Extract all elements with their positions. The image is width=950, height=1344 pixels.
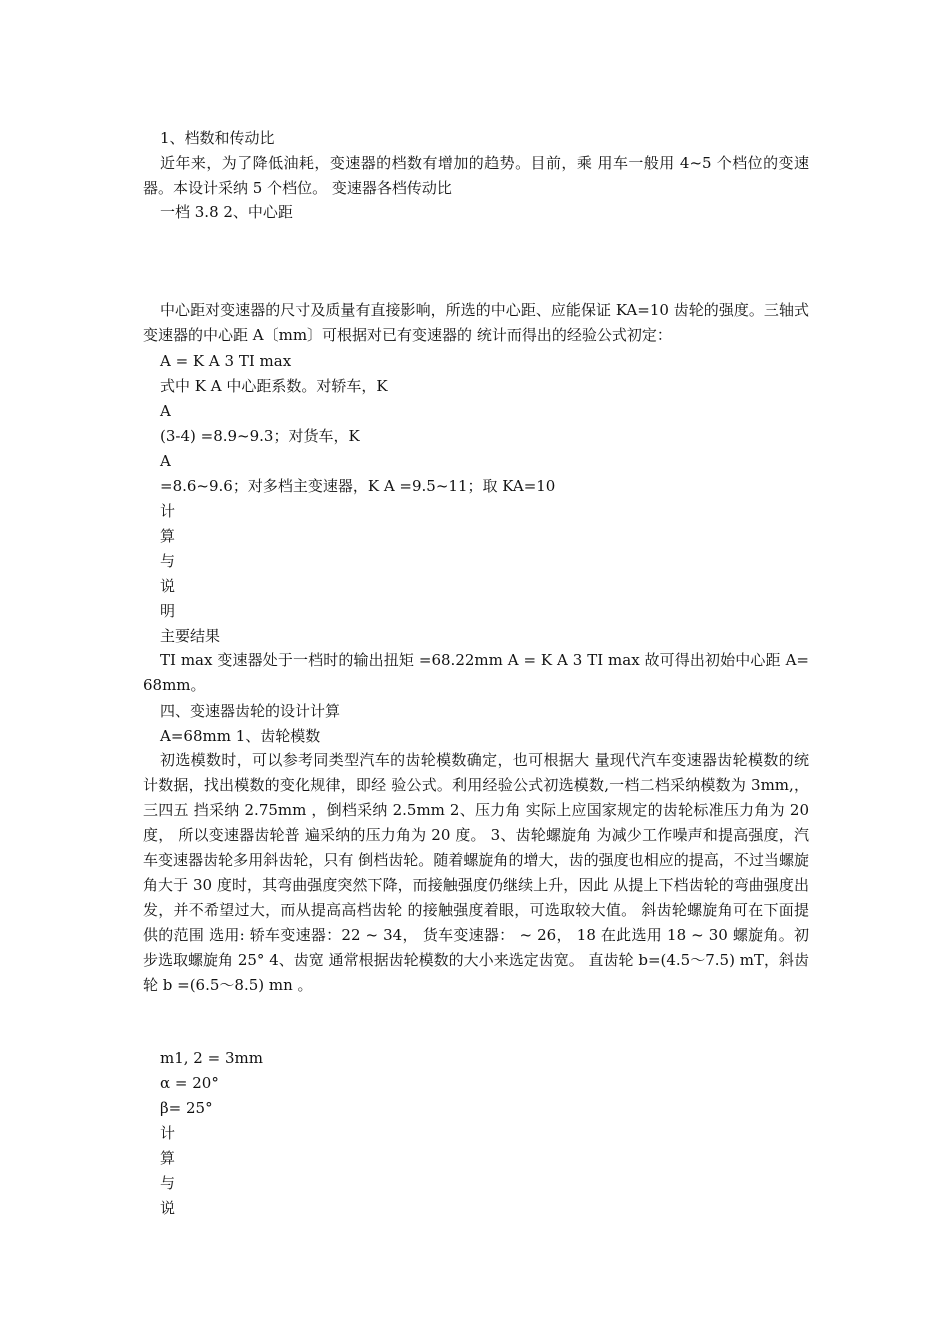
result-module: m1, 2 = 3mm (160, 1049, 263, 1067)
main-results-heading: 主要结果 (160, 627, 221, 645)
line-gear-module: A=68mm 1、齿轮模数 (160, 727, 321, 745)
vertical-char: 算 (160, 527, 176, 545)
paragraph-initial-center-distance: TI max 变速器处于一档时的输出扭矩 =68.22mm A = K A 3 TI max 故可得出初始中心距 A=68mm。 (143, 651, 809, 694)
line-a-subscript-2: A (160, 452, 171, 470)
paragraph-center-distance: 中心距对变速器的尺寸及质量有直接影响，所选的中心距、应能保证 KA=10 齿轮的强度。三轴式变速器的中心距 A〔mm〕可根据对已有变速器的 统计而得出的经验公式初定： (143, 301, 809, 344)
vertical-char: 与 (160, 1174, 176, 1192)
vertical-char: 与 (160, 552, 176, 570)
paragraph-gear-count: 近年来，为了降低油耗，变速器的档数有增加的趋势。目前，乘 用车一般用 4~5 个档位的变速器。本设计采纳 5 个档位。 变速器各档传动比 (143, 154, 809, 197)
section-title-gear-ratio: 1、档数和传动比 (160, 129, 275, 147)
result-helix-angle: β= 25° (160, 1099, 213, 1117)
section-title-gear-design: 四、变速器齿轮的设计计算 (160, 702, 341, 720)
vertical-char: 计 (160, 1124, 176, 1142)
formula-center-distance: A = K A 3 TI max (160, 352, 292, 370)
line-ka-multi-range: =8.6~9.6；对多档主变速器，K A =9.5~11；取 KA=10 (160, 477, 556, 495)
vertical-char: 计 (160, 502, 176, 520)
vertical-char: 算 (160, 1149, 176, 1167)
line-first-gear-ratio: 一档 3.8 2、中心距 (160, 203, 293, 221)
paragraph-module-pressure-helix-width: 初选模数时，可以参考同类型汽车的齿轮模数确定，也可根据大 量现代汽车变速器齿轮模数的统计数据，找出模数的变化规律，即经 验公式。利用经验公式初选模数,一档二档采纳模数为 3mm,，三四五 挡采纳 2.75mm ，倒档采纳 2.5mm 2、压力角 实际上应国家规定的齿轮标准压力角为 20 度， 所以变速器齿轮普 遍采纳的压力角为 20 度。 3、齿轮螺旋角 为减少工作噪声和提高强度，汽车变速器齿轮多用斜齿轮，只有 倒档齿轮。随着螺旋角的增大，齿的强度也相应的提高，不过当螺旋 角大于 30 度时，其弯曲强度突然下降，而接触强度仍继续上升，因此 从提上下档齿轮的弯曲强度出发，并不希望过大，而从提高高档齿轮 的接触强度着眼，可选取较大值。 斜齿轮螺旋角可在下面提供的范围 选用: 轿车变速器：22 ~ 34， 货车变速器： ~ 26， 18 在此选用 18 ~ 30 螺旋角。初步选取螺旋角 25° 4、齿宽 通常根据齿轮模数的大小来选定齿宽。 直齿轮 b=(4.5～7.5) mT，斜齿轮 b =(6.5～8.5) mn 。 (143, 751, 809, 994)
line-ka-coefficient: 式中 K A 中心距系数。对轿车，K (160, 377, 388, 395)
result-pressure-angle: α = 20° (160, 1074, 219, 1092)
line-a-subscript-1: A (160, 402, 171, 420)
vertical-char: 明 (160, 602, 176, 620)
vertical-char: 说 (160, 577, 176, 595)
vertical-char: 说 (160, 1199, 176, 1217)
line-ka-car-range: (3-4) =8.9~9.3；对货车，K (160, 427, 360, 445)
